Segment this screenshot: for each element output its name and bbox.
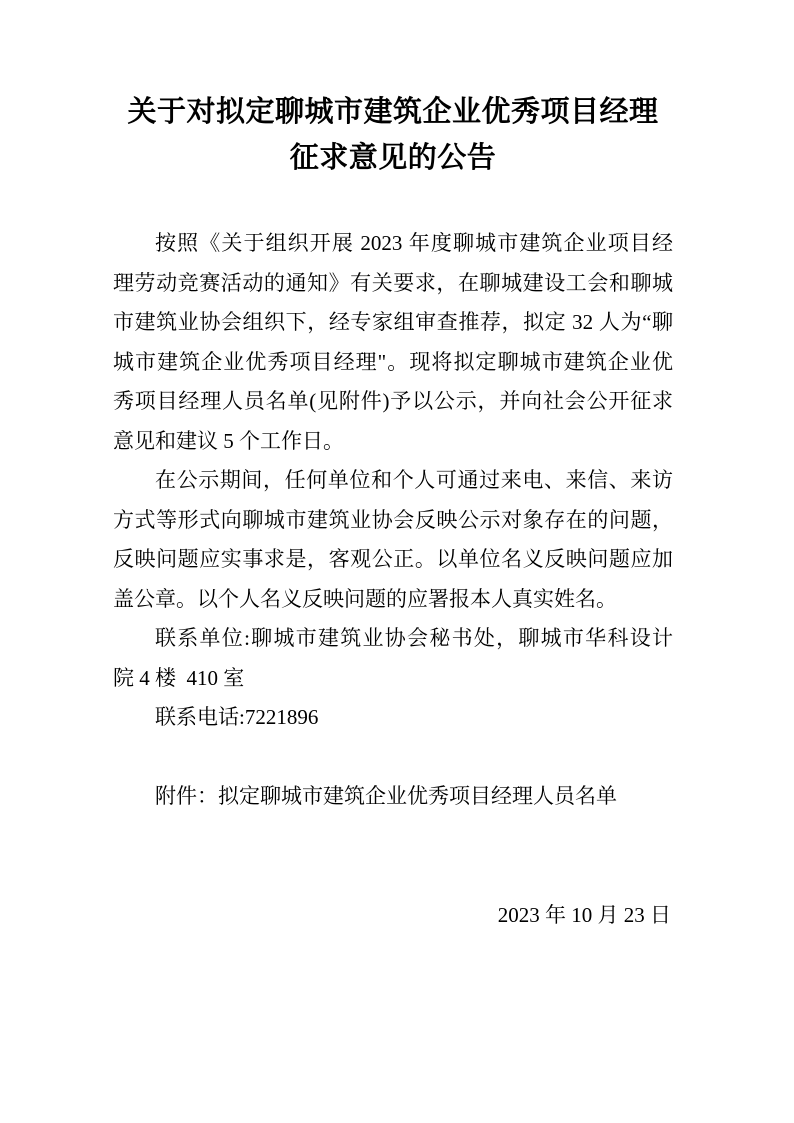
body-line: 方式等形式向聊城市建筑业协会反映公示对象存在的问题， <box>113 507 673 532</box>
body-line: 盖公章。以个人名义反映问题的应署报本人真实姓名。 <box>113 586 617 611</box>
body-line: 秀项目经理人员名单(见附件)予以公示，并向社会公开征求 <box>113 389 673 413</box>
document-content <box>113 0 673 935</box>
body-line: 附件：拟定聊城市建筑企业优秀项目经理人员名单 <box>155 784 617 808</box>
body-line: 在公示期间，任何单位和个人可通过来电、来信、来访 <box>155 468 673 492</box>
blank-line <box>113 738 673 778</box>
document-body <box>113 224 673 896</box>
body-line: 按照《关于组织开展 2023 年度聊城市建筑企业项目经 <box>155 231 673 255</box>
date-line: 2023 年 10 月 23 日 <box>497 902 671 927</box>
body-line: 院 4 楼 410 室 <box>113 665 245 690</box>
blank-line <box>113 817 673 857</box>
body-line: 反映问题应实事求是，客观公正。以单位名义反映问题应加 <box>113 547 673 571</box>
body-line: 理劳动竞赛活动的通知》有关要求，在聊城建设工会和聊城 <box>113 270 673 295</box>
title-line-2: 征求意见的公告 <box>289 142 497 174</box>
body-line: 联系单位:聊城市建筑业协会秘书处，聊城市华科设计 <box>155 626 673 650</box>
document-title <box>113 89 673 181</box>
blank-line <box>113 856 673 896</box>
title-line-1: 关于对拟定聊城市建筑企业优秀项目经理 <box>127 96 659 128</box>
body-line: 联系电话:7221896 <box>155 705 319 729</box>
body-line: 意见和建议 5 个工作日。 <box>113 428 344 453</box>
body-line: 市建筑业协会组织下，经专家组审查推荐，拟定 32 人为“聊 <box>113 310 673 334</box>
body-line: 城市建筑企业优秀项目经理"。现将拟定聊城市建筑企业优 <box>113 349 673 374</box>
